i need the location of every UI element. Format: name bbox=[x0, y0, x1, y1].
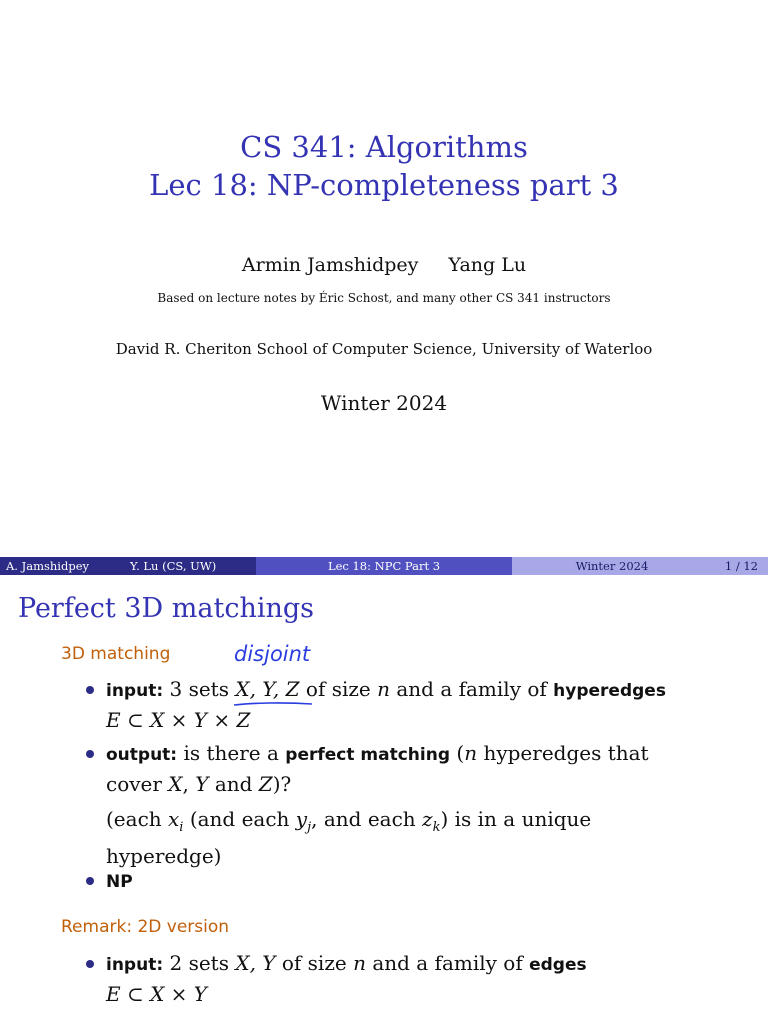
output-text-c: hyperedges that bbox=[483, 741, 649, 765]
list-item-input bbox=[106, 675, 666, 735]
footer-author-2: Y. Lu (CS, UW) bbox=[130, 559, 217, 573]
input2-text: 2 sets bbox=[169, 951, 229, 975]
list-item-np bbox=[106, 866, 133, 897]
based-on-note: Based on lecture notes by Éric Schost, and many other CS 341 instructors bbox=[157, 291, 611, 305]
footer-lecture: Lec 18: NPC Part 3 bbox=[256, 557, 512, 575]
note-and-each-2: , and each bbox=[311, 807, 416, 831]
bullet-marker bbox=[86, 750, 94, 758]
input2-var-n: n bbox=[353, 951, 366, 975]
note-i: i bbox=[179, 820, 184, 835]
note-hyperedge: hyperedge) bbox=[106, 844, 222, 868]
input-var-n: n bbox=[377, 677, 390, 701]
footer-page-number: 1 / 12 bbox=[724, 559, 758, 573]
np-label: NP bbox=[106, 872, 133, 892]
course-title: CS 341: Algorithms bbox=[240, 130, 528, 164]
handwritten-annotation bbox=[232, 637, 312, 671]
institution: David R. Cheriton School of Computer Science, University of Waterloo bbox=[115, 340, 653, 358]
output-label: output: bbox=[106, 745, 178, 765]
note-j: j bbox=[307, 820, 312, 835]
term: Winter 2024 bbox=[320, 391, 448, 415]
authors bbox=[0, 254, 768, 276]
lecture-subtitle: Lec 18: NP-completeness part 3 bbox=[149, 168, 619, 202]
output-text: is there a bbox=[183, 741, 279, 765]
list-item-output bbox=[106, 739, 649, 871]
author-1: Armin Jamshidpey bbox=[241, 254, 419, 276]
output-end: )? bbox=[272, 772, 292, 796]
author-2: Yang Lu bbox=[448, 254, 527, 276]
output-comma: , bbox=[182, 772, 189, 796]
input-text-b: of size bbox=[305, 677, 371, 701]
input2-sets: X, Y bbox=[235, 951, 276, 975]
bullet-marker bbox=[86, 686, 94, 694]
input-formula: E ⊂ X × Y × Z bbox=[106, 708, 251, 732]
input-label: input: bbox=[106, 681, 164, 701]
output-var-n: n bbox=[464, 741, 478, 765]
output-x: X bbox=[168, 772, 183, 796]
input2-text-c: and a family of bbox=[372, 951, 523, 975]
footer-authors bbox=[0, 557, 256, 575]
note-k: k bbox=[432, 820, 441, 835]
input2-label: input: bbox=[106, 955, 164, 975]
output-and: and bbox=[214, 772, 253, 796]
list-item-input-2d bbox=[106, 949, 587, 1009]
note-y: y bbox=[295, 807, 308, 831]
handwritten-note: disjoint bbox=[234, 642, 311, 666]
hyperedges-keyword: hyperedges bbox=[553, 681, 666, 701]
footer-author-1: A. Jamshidpey bbox=[6, 559, 89, 573]
output-cover: cover bbox=[106, 772, 162, 796]
bullet-marker bbox=[86, 877, 94, 885]
note-x: x bbox=[168, 807, 180, 831]
perfect-matching-keyword: perfect matching bbox=[285, 745, 451, 765]
output-y: Y bbox=[195, 772, 209, 796]
input2-text-b: of size bbox=[281, 951, 347, 975]
slide-footer bbox=[0, 557, 768, 575]
frame-title: Perfect 3D matchings bbox=[18, 593, 314, 624]
input2-formula: E ⊂ X × Y bbox=[106, 982, 207, 1006]
footer-term: Winter 2024 bbox=[575, 559, 649, 573]
note-each: (each bbox=[106, 807, 162, 831]
input-text: 3 sets bbox=[169, 677, 229, 701]
lecture-title bbox=[0, 128, 768, 204]
bullet-marker bbox=[86, 960, 94, 968]
note-z: z bbox=[422, 807, 433, 831]
note-and-each: (and each bbox=[189, 807, 290, 831]
edges-keyword: edges bbox=[529, 955, 587, 975]
output-z: Z bbox=[258, 772, 273, 796]
footer-right bbox=[512, 557, 768, 575]
block-title-remark: Remark: 2D version bbox=[61, 917, 230, 937]
input-text-c: and a family of bbox=[396, 677, 547, 701]
output-paren: ( bbox=[456, 741, 465, 765]
input-sets: X, Y, Z bbox=[235, 677, 300, 701]
note-unique: ) is in a unique bbox=[440, 807, 592, 831]
content-slide bbox=[0, 575, 768, 1024]
block-title-3d-matching: 3D matching bbox=[61, 644, 171, 664]
